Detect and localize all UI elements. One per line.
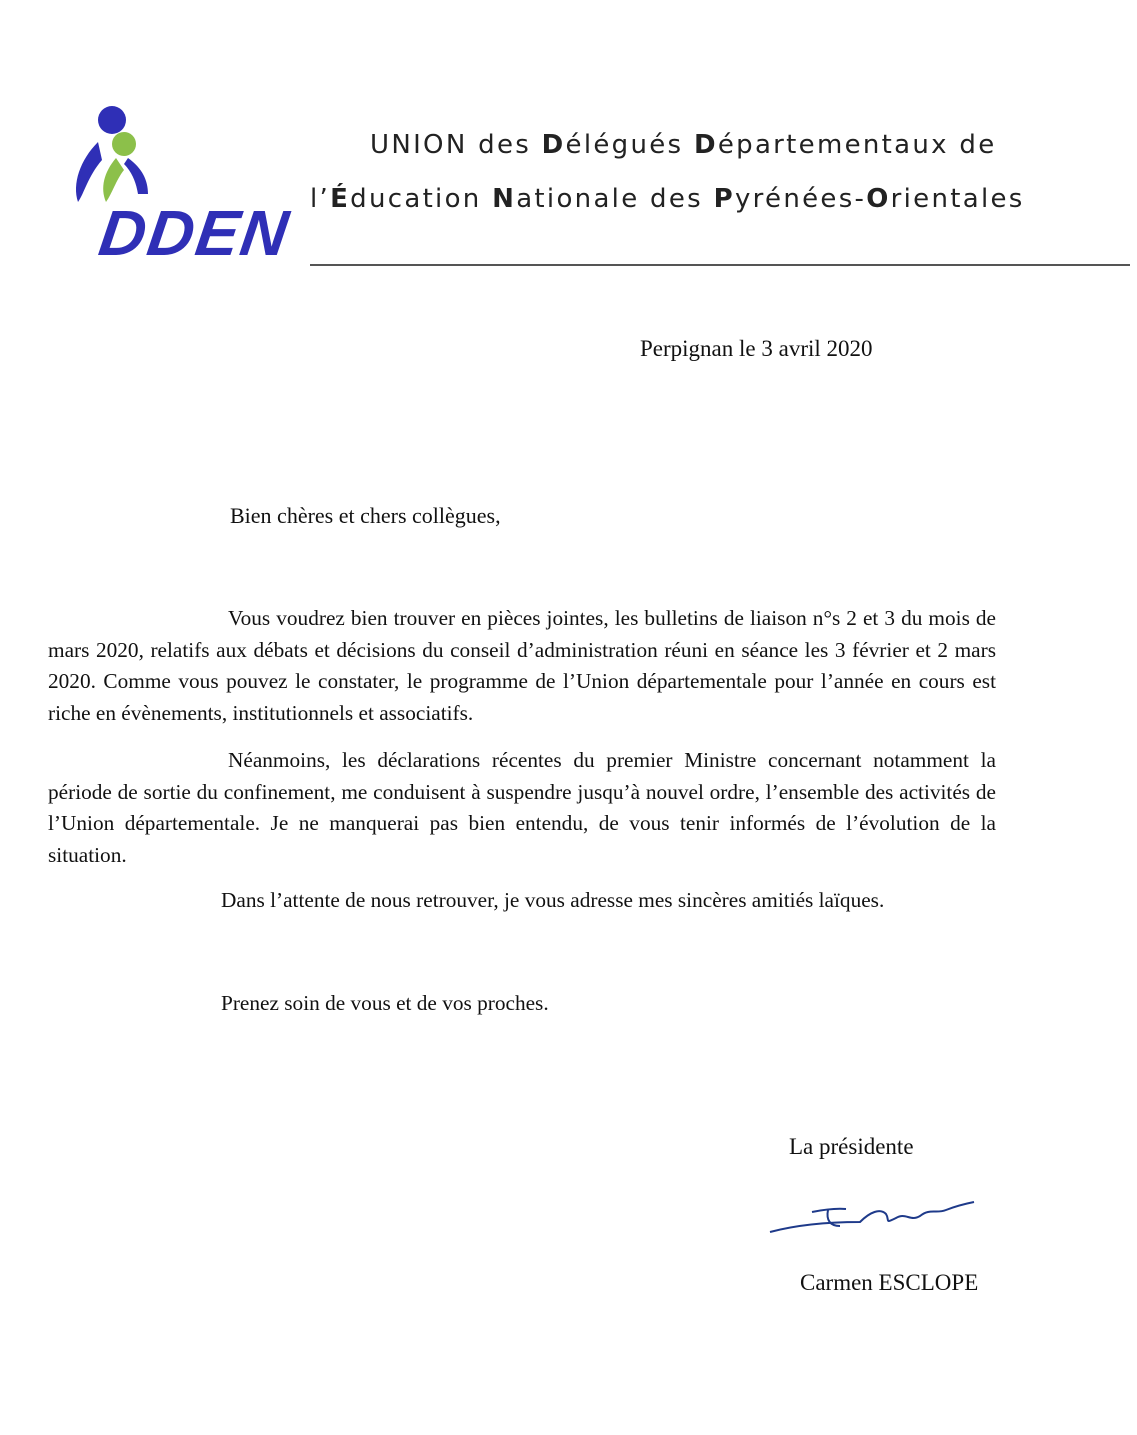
- title-segment: l’: [310, 184, 331, 214]
- letter-body: [48, 603, 996, 887]
- title-segment: D: [541, 130, 566, 160]
- closing-line: Dans l’attente de nous retrouver, je vous adresse mes sincères amitiés laïques.: [221, 888, 885, 912]
- title-segment: yrénées-: [734, 184, 867, 214]
- title-segment: O: [866, 184, 891, 214]
- title-segment: épartementaux de: [717, 130, 997, 160]
- handwritten-signature: [760, 1192, 990, 1242]
- paragraph-suspension: Néanmoins, les déclarations récentes du premier Ministre concernant notamment la période de sortie du confinement, me conduisent à suspendre jusqu’à nouvel ordre, l’ensemble des activités de l’Union départementale. Je ne manquerai pas bien entendu, de vous tenir informés de l’évolution de la situation.: [48, 748, 996, 867]
- signer-name: Carmen ESCLOPE: [800, 1270, 979, 1295]
- paragraph-attachments: Vous voudrez bien trouver en pièces jointes, les bulletins de liaison n°s 2 et 3 du mois de mars 2020, relatifs aux débats et décisions du conseil d’administration réuni en séance les 3 février et 2 mars 2020. Comme vous pouvez le constater, le programme de l’Union départementale pour l’année en cours est riche en évènements, institutionnels et associatifs.: [48, 606, 996, 725]
- header-divider: [310, 264, 1130, 266]
- organization-title: [310, 118, 1120, 226]
- title-segment: ducation: [350, 184, 493, 214]
- title-segment: élégués: [565, 130, 694, 160]
- title-segment: É: [330, 184, 351, 214]
- title-segment: U: [370, 130, 392, 160]
- logo-wordmark: DDEN: [94, 197, 295, 269]
- title-segment: NION des: [391, 130, 542, 160]
- letter-date: Perpignan le 3 avril 2020: [640, 336, 873, 361]
- organization-title-line1: [310, 118, 1120, 172]
- title-segment: rientales: [890, 184, 1025, 214]
- organization-title-line2: [310, 172, 1120, 226]
- title-segment: ationale des: [516, 184, 714, 214]
- title-segment: D: [693, 130, 718, 160]
- title-segment: N: [492, 184, 517, 214]
- salutation: Bien chères et chers collègues,: [230, 503, 501, 528]
- title-segment: P: [713, 184, 735, 214]
- care-line: Prenez soin de vous et de vos proches.: [221, 991, 549, 1015]
- signer-role: La présidente: [789, 1134, 914, 1159]
